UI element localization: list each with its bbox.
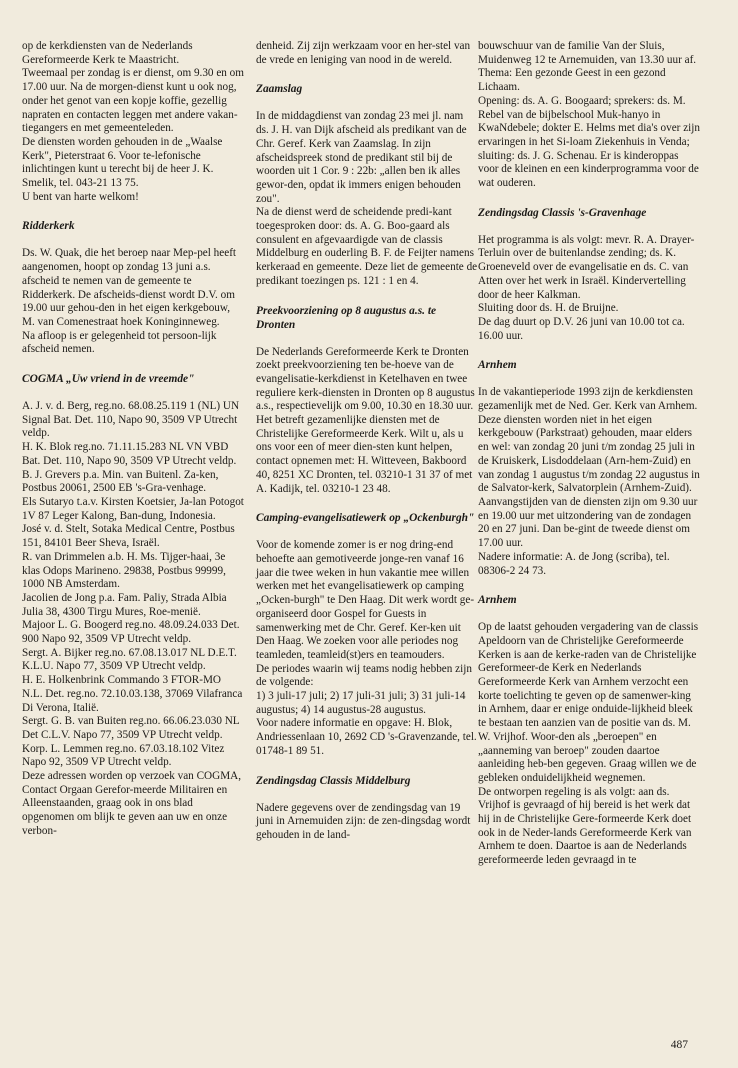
paragraph: In de middagdienst van zondag 23 mei jl. nam ds. J. H. van Dijk afscheid als predikant van de Chr. Geref. Kerk van Zaamslag. In zijn afscheidspreek stond de predikant stil bij de woorden uit 1 Cor. 9 : 22b: „allen ben ik alles gewor-den, opdat ik immers enigen behouden zou".	[256, 110, 467, 205]
paragraph: De Nederlands Gereformeerde Kerk te Dronten zoekt preekvoorziening ten be-hoeve van de evangelisatie-kerkdienst in Ketelhaven en twee reguliere kerk-diensten in Dronten op 8 augustus a.s., respectievelijk om 9.00, 10.30 en 18.30 uur. Het betreft gezamenlijke diensten met de Christelijke Gereformeerde Kerk. Wilt u, als u ons voor een of meer dien-sten kunt helpen, contact opnemen met: H. Witteveen, Bakboord 40, 8251 XC Dronten, tel. 03210-1 31 37 of met A. Kadijk, tel. 03210-1 23 48.	[256, 345, 475, 495]
paragraph: Korp. L. Lemmen reg.no. 67.03.18.102 Vitez Napo 92, 3509 VP Utrecht veldp.	[22, 742, 225, 769]
paragraph: In de vakantieperiode 1993 zijn de kerkdiensten gezamenlijk met de Ned. Ger. Kerk van Arnhem. Deze diensten worden niet in het eigen kerkgebouw (Parkstraat) gehouden, maar elders en wel: van zondag 20 juni t/m zondag 25 juli in de Kruiskerk, Lisdoddelaan (Arn-hem-Zuid) en van zondag 1 augustus t/m zondag 22 augustus in de Salvator-kerk, Salvatorplein (Arnhem-Zuid).	[478, 386, 700, 495]
paragraph: 1) 3 juli-17 juli; 2) 17 juli-31 juli; 3) 31 juli-14 augustus; 4) 14 augustus-28 augustus.	[256, 690, 466, 716]
paragraph: Jacolien de Jong p.a. Fam. Paliy, Strada Albia Julia 38, 4300 Tirgu Mures, Roe-menië.	[22, 591, 227, 618]
paragraph: B. J. Grevers p.a. Min. van Buitenl. Za-ken, Postbus 20061, 2500 EB 's-Gra-venhage.	[22, 468, 219, 495]
paragraph: Ds. W. Quak, die het beroep naar Mep-pel heeft aangenomen, hoopt op zondag 13 juni a.s. afscheid te nemen van de gemeente te Ridderkerk. De afscheids-dienst wordt D.V. om 19.00 uur gehou-den in het eigen kerkgebouw, M. van Comenestraat hoek Koninginneweg.	[22, 247, 237, 328]
section-heading: Preekvoorziening op 8 augustus a.s. te Dronten	[256, 304, 437, 331]
paragraph: José v. d. Stelt, Sotaka Medical Centre, Postbus 151, 84101 Beer Sheva, Israël.	[22, 523, 235, 550]
section-heading: Zendingsdag Classis Middelburg	[256, 774, 411, 787]
paragraph: De dag duurt op D.V. 26 juni van 10.00 tot ca. 16.00 uur.	[478, 315, 685, 342]
paragraph: Na de dienst werd de scheidende predi-kant toegesproken door: ds. A. G. Boo-gaard als consulent en afgevaardigde van de classis Middelburg en ouderling B. F. de Feijter namens kerkeraad en gemeente. Deze liet de gemeente de predikant toezingen ps. 121 : 1 en 4.	[256, 206, 478, 287]
paragraph: bouwschuur van de familie Van der Sluis, Muidenweg 12 te Arnemuiden, van 13.30 uur af. Thema: Een gezonde Geest in een gezond Lichaam.	[478, 40, 697, 94]
paragraph: Sluiting door ds. H. de Bruijne.	[478, 302, 619, 315]
paragraph: Sergt. A. Bijker reg.no. 67.08.13.017 NL D.E.T. K.L.U. Napo 77, 3509 VP Utrecht veldp.	[22, 646, 237, 673]
section-heading: Camping-evangelisatiewerk op „Ockenburgh"	[256, 512, 475, 525]
paragraph: De ontworpen regeling is als volgt: aan ds. Vrijhof is gevraagd of hij bereid is het werk dat hij in de Christelijke Gere-formeerde Kerk doet ook in de Neder-lands Gereformeerde Kerk van Arnhem te doen. Daartoe is aan de Nederlands gereformeerde leden gevraagd in te	[478, 785, 692, 867]
paragraph: Voor nadere informatie en opgave: H. Blok, Andriessenlaan 10, 2692 CD 's-Gravenzande, tel. 01748-1 89 51.	[256, 717, 477, 757]
column-middle	[256, 40, 478, 843]
paragraph: Voor de komende zomer is er nog dring-end behoefte aan gemotiveerde jonge-ren vanaf 16 jaar die twee weken in hun vakantie mee willen werken met het evangelisatiewerk op camping „Ocken-burgh" te Den Haag. Dit werk wordt ge-organiseerd door Gospel for Guests in samenwerking met de Chr. Geref. Ker-ken uit Den Haag. We zoeken voor alle periodes nog teamleden, teamleid(st)ers en teamouders.	[256, 539, 475, 661]
section-heading: COGMA „Uw vriend in de vreemde"	[22, 373, 195, 386]
paragraph: De periodes waarin wij teams nodig hebben zijn de volgende:	[256, 662, 472, 689]
column-left	[22, 40, 244, 839]
section-heading: Zaamslag	[256, 83, 303, 96]
column-right	[478, 40, 700, 868]
paragraph: Nadere informatie: A. de Jong (scriba), tel. 08306-2 24 73.	[478, 550, 670, 577]
paragraph: Sergt. G. B. van Buiten reg.no. 66.06.23.030 NL Det C.L.V. Napo 77, 3509 VP Utrecht veldp.	[22, 715, 240, 741]
section-heading: Ridderkerk	[22, 220, 75, 233]
paragraph: Na afloop is er gelegenheid tot persoon-lijk afscheid nemen.	[22, 329, 217, 356]
paragraph: U bent van harte welkom!	[22, 190, 139, 203]
page-number: 487	[670, 1039, 688, 1051]
paragraph: Nadere gegevens over de zendingsdag van 19 juni in Arnemuiden zijn: de zen-dingsdag wordt gehouden in de land-	[256, 801, 471, 841]
section-heading: Arnhem	[478, 594, 517, 607]
paragraph: Opening: ds. A. G. Boogaard; sprekers: ds. M. Rebel van de bijbelschool Muk-hanyo in KwaNdebele; dokter E. Helms met dia's over zijn ervaringen in het Si-loam Ziekenhuis in Venda; sluiting: ds. J. G. Schenau. Er is kinderoppas voor de kleinen en een kinderprogramma voor de wat ouderen.	[478, 94, 700, 190]
paragraph: Het programma is als volgt: mevr. R. A. Drayer-Terluin over de buitenlandse zending; ds. K. Groeneveld over de evangelisatie en ds. C. van Atten over het werk in Israël. Kindervertelling door de heer Kalkman.	[478, 233, 695, 301]
paragraph: op de kerkdiensten van de Nederlands Gereformeerde Kerk te Maastricht.	[22, 40, 193, 66]
paragraph: A. J. v. d. Berg, reg.no. 68.08.25.119 1 (NL) UN Signal Bat. Det. 110, Napo 90, 3509 VP Utrecht veldp.	[22, 400, 240, 440]
paragraph: H. E. Holkenbrink Commando 3 FTOR-MO N.L. Det. reg.no. 72.10.03.138, 37069 Vilafranca Di Verona, Italië.	[22, 674, 243, 714]
paragraph: H. K. Blok reg.no. 71.11.15.283 NL VN VBD Bat. Det. 110, Napo 90, 3509 VP Utrecht veldp.	[22, 441, 237, 467]
paragraph: Op de laatst gehouden vergadering van de classis Apeldoorn van de Christelijke Gereformeerde Kerken is aan de kerke-raden van de Christelijke Gereformeer-de Kerk en Nederlands Gereformeerde Kerk van Arnhem verzocht een korte toelichting te geven op de samenwer-king in Arnhem, daar er enige onduide-lijkheid bleek te bestaan ten aanzien van de positie van ds. M. W. Vrijhof. Woor-den als „beroepen" en „aanneming van beroep" zouden daartoe aanleiding heb-ben gegeven. Graag willen we de gebleken onduidelijkheid wegnemen.	[478, 621, 699, 784]
section-heading: Zendingsdag Classis 's-Gravenhage	[478, 206, 647, 219]
paragraph: Tweemaal per zondag is er dienst, om 9.30 en om 17.00 uur. Na de morgen-dienst kunt u ook nog, onder het genot van een kopje koffie, gezellig napraten en contacten leggen met andere vakan-tiegangers en met gemeenteleden.	[22, 67, 244, 135]
paragraph: De diensten worden gehouden in de „Waalse Kerk", Pieterstraat 6. Voor te-lefonische inlichtingen kunt u terecht bij de heer J. K. Smelik, tel. 043-21 13 75.	[22, 135, 223, 190]
paragraph: Aanvangstijden van de diensten zijn om 9.30 uur en 19.00 uur met uitzondering van de zondagen 20 en 27 juni. Dan be-gint de tweede dienst om 17.00 uur.	[478, 495, 698, 550]
paragraph: Deze adressen worden op verzoek van COGMA, Contact Orgaan Gerefor-meerde Militairen en Alleenstaanden, graag ook in ons blad opgenomen om blijk te geven aan uw en onze verbon-	[22, 770, 242, 837]
paragraph: Els Sutaryo t.a.v. Kirsten Koetsier, Ja-lan Potogot 1V 87 Leger Kalong, Ban-dung, Indonesia.	[22, 495, 244, 522]
paragraph: denheid. Zij zijn werkzaam voor en her-stel van de vrede en leniging van nood in de wereld.	[256, 40, 471, 66]
section-heading: Arnhem	[478, 359, 517, 372]
paragraph: Majoor L. G. Boogerd reg.no. 48.09.24.033 Det. 900 Napo 92, 3509 VP Utrecht veldp.	[22, 619, 240, 646]
paragraph: R. van Drimmelen a.b. H. Ms. Tijger-haai, 3e klas Odops Marineno. 29838, Postbus 99999, 1000 NB Amsterdam.	[22, 550, 226, 591]
